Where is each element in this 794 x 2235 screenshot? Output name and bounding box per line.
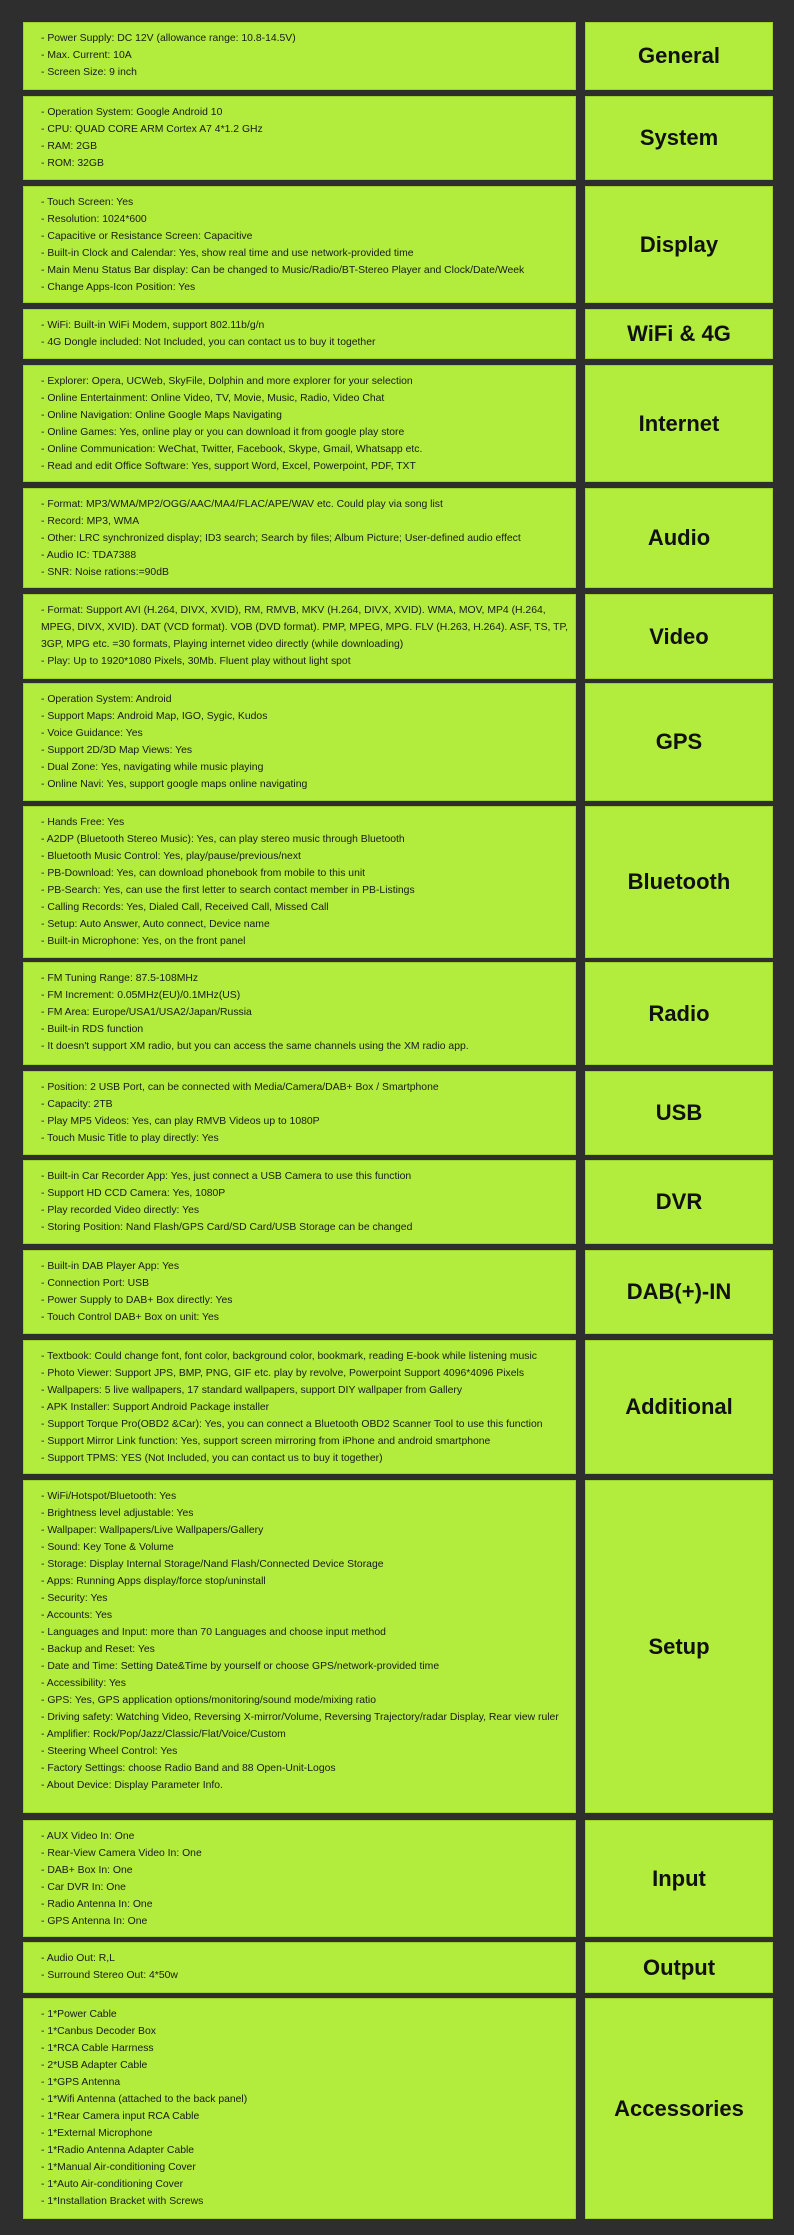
spec-item: - FM Tuning Range: 87.5-108MHz <box>41 973 199 984</box>
section-title: Audio <box>647 525 711 550</box>
spec-details-panel <box>23 806 576 958</box>
spec-item: - Setup: Auto Answer, Auto connect, Device name <box>41 919 270 930</box>
section-title: WiFi & 4G <box>627 321 731 346</box>
spec-item: - Record: MP3, WMA <box>41 516 140 527</box>
section-heading-panel <box>585 594 773 679</box>
spec-details-panel <box>23 488 576 588</box>
spec-item: - WiFi: Built-in WiFi Modem, support 802.11b/g/n <box>41 320 265 331</box>
spec-list <box>41 1950 575 1984</box>
spec-details-panel <box>23 1480 576 1813</box>
section-heading-panel <box>585 1340 773 1474</box>
section-heading-panel <box>585 1071 773 1155</box>
spec-details-panel <box>23 96 576 180</box>
spec-item: - Date and Time: Setting Date&Time by yourself or choose GPS/network-provided time <box>41 1661 440 1672</box>
spec-section-system <box>23 96 773 180</box>
spec-item: - PB-Search: Yes, can use the first letter to search contact member in PB-Listings <box>41 885 415 896</box>
spec-item: - AUX Video In: One <box>41 1831 135 1842</box>
spec-item: - Support Torque Pro(OBD2 &Car): Yes, you can connect a Bluetooth OBD2 Scanner Tool to use this function <box>41 1419 543 1430</box>
section-heading-panel <box>585 1250 773 1334</box>
section-heading-panel <box>585 365 773 482</box>
spec-item: - Main Menu Status Bar display: Can be changed to Music/Radio/BT-Stereo Player and Clock/Date/Week <box>41 265 525 276</box>
spec-list <box>41 814 575 950</box>
section-title: Internet <box>638 410 720 436</box>
spec-details-panel <box>23 22 576 90</box>
section-title: Output <box>642 1954 716 1980</box>
spec-item: - Apps: Running Apps display/force stop/uninstall <box>41 1576 266 1587</box>
spec-item: - Resolution: 1024*600 <box>41 214 147 225</box>
spec-item: - GPS Antenna In: One <box>41 1916 148 1927</box>
spec-item: - Wallpapers: 5 live wallpapers, 17 standard wallpapers, support DIY wallpaper from Gallery <box>41 1385 463 1396</box>
spec-item: - Radio Antenna In: One <box>41 1899 153 1910</box>
spec-section-dvr <box>23 1160 773 1244</box>
section-title: General <box>638 43 720 68</box>
section-title: Radio <box>648 1000 710 1026</box>
spec-item: - Dual Zone: Yes, navigating while music playing <box>41 762 264 773</box>
spec-item: - Screen Size: 9 inch <box>41 67 137 78</box>
spec-item: - Backup and Reset: Yes <box>41 1644 155 1655</box>
spec-item: - Car DVR In: One <box>41 1882 126 1893</box>
spec-list <box>41 970 575 1055</box>
spec-section-dab-in <box>23 1250 773 1334</box>
spec-list <box>41 602 575 670</box>
spec-item: - Position: 2 USB Port, can be connected with Media/Camera/DAB+ Box / Smartphone <box>41 1082 439 1093</box>
spec-item: - Play: Up to 1920*1080 Pixels, 30Mb. Fluent play without light spot <box>41 656 351 667</box>
spec-item: - 1*GPS Antenna <box>41 2077 121 2088</box>
spec-item: - Capacitive or Resistance Screen: Capacitive <box>41 231 253 242</box>
spec-section-output <box>23 1942 773 1993</box>
spec-item: - ROM: 32GB <box>41 158 104 169</box>
section-title: Bluetooth <box>627 869 731 894</box>
spec-list <box>41 373 575 475</box>
spec-item: - Explorer: Opera, UCWeb, SkyFile, Dolphin and more explorer for your selection <box>41 376 413 387</box>
spec-section-input <box>23 1820 773 1937</box>
spec-item: - FM Area: Europe/USA1/USA2/Japan/Russia <box>41 1007 252 1018</box>
spec-item: - Audio IC: TDA7388 <box>41 550 137 561</box>
spec-item: - Security: Yes <box>41 1593 108 1604</box>
spec-details-panel <box>23 1160 576 1244</box>
spec-list <box>41 1488 575 1794</box>
spec-item: - 1*Manual Air-conditioning Cover <box>41 2162 196 2173</box>
spec-item: - Connection Port: USB <box>41 1278 149 1289</box>
spec-item: - 1*Installation Bracket with Screws <box>41 2196 204 2207</box>
spec-item: - 1*External Microphone <box>41 2128 153 2139</box>
spec-details-panel <box>23 1998 576 2219</box>
section-heading-panel <box>585 683 773 801</box>
spec-item: - Textbook: Could change font, font color, background color, bookmark, reading E-book while listening music <box>41 1351 537 1362</box>
spec-list <box>41 1258 575 1326</box>
spec-item: - Driving safety: Watching Video, Reversing X-mirror/Volume, Reversing Trajectory/radar Display, Rear view ruler <box>41 1712 559 1723</box>
section-title: DAB(+)-IN <box>626 1279 732 1304</box>
spec-item: - Audio Out: R,L <box>41 1953 115 1964</box>
spec-item: - Touch Control DAB+ Box on unit: Yes <box>41 1312 219 1323</box>
spec-item: - Built-in Clock and Calendar: Yes, show real time and use network-provided time <box>41 248 414 259</box>
spec-item: - Online Navigation: Online Google Maps Navigating <box>41 410 282 421</box>
spec-details-panel <box>23 1340 576 1474</box>
section-heading-panel <box>585 806 773 958</box>
spec-item: - 1*Rear Camera input RCA Cable <box>41 2111 200 2122</box>
spec-details-panel <box>23 1071 576 1155</box>
spec-section-usb <box>23 1071 773 1155</box>
spec-details-panel <box>23 594 576 679</box>
spec-item: - FM Increment: 0.05MHz(EU)/0.1MHz(US) <box>41 990 241 1001</box>
spec-item: - Play MP5 Videos: Yes, can play RMVB Videos up to 1080P <box>41 1116 320 1127</box>
spec-item: - Rear-View Camera Video In: One <box>41 1848 202 1859</box>
spec-item: - 1*Radio Antenna Adapter Cable <box>41 2145 195 2156</box>
section-title: DVR <box>655 1189 703 1214</box>
spec-item: - Wallpaper: Wallpapers/Live Wallpapers/Gallery <box>41 1525 264 1536</box>
spec-item: - Built-in Car Recorder App: Yes, just connect a USB Camera to use this function <box>41 1171 412 1182</box>
spec-item: - About Device: Display Parameter Info. <box>41 1780 223 1791</box>
spec-item: - Online Navi: Yes, support google maps online navigating <box>41 779 308 790</box>
spec-item: - Factory Settings: choose Radio Band and 88 Open-Unit-Logos <box>41 1763 336 1774</box>
spec-item: - Capacity: 2TB <box>41 1099 113 1110</box>
spec-section-general <box>23 22 773 90</box>
spec-item: - A2DP (Bluetooth Stereo Music): Yes, can play stereo music through Bluetooth <box>41 834 405 845</box>
spec-item: - RAM: 2GB <box>41 141 98 152</box>
spec-item: - 1*Wifi Antenna (attached to the back panel) <box>41 2094 248 2105</box>
spec-item: - Support Mirror Link function: Yes, support screen mirroring from iPhone and android smartphone <box>41 1436 491 1447</box>
section-heading-panel <box>585 1820 773 1937</box>
spec-item: - Amplifier: Rock/Pop/Jazz/Classic/Flat/Voice/Custom <box>41 1729 286 1740</box>
section-title: Setup <box>648 1633 710 1659</box>
section-heading-panel <box>585 1942 773 1993</box>
spec-item: - Play recorded Video directly: Yes <box>41 1205 200 1216</box>
spec-details-panel <box>23 1820 576 1937</box>
spec-item: - Operation System: Google Android 10 <box>41 107 223 118</box>
spec-item: - Sound: Key Tone & Volume <box>41 1542 174 1553</box>
section-heading-panel <box>585 962 773 1065</box>
spec-item: - APK Installer: Support Android Package installer <box>41 1402 270 1413</box>
spec-item: - Built-in Microphone: Yes, on the front panel <box>41 936 246 947</box>
spec-item: - 1*Canbus Decoder Box <box>41 2026 156 2037</box>
spec-list <box>41 496 575 581</box>
spec-item: - Languages and Input: more than 70 Languages and choose input method <box>41 1627 386 1638</box>
spec-item: - CPU: QUAD CORE ARM Cortex A7 4*1.2 GHz <box>41 124 263 135</box>
spec-list <box>41 317 575 351</box>
spec-item: - Change Apps-Icon Position: Yes <box>41 282 196 293</box>
spec-item: - 2*USB Adapter Cable <box>41 2060 148 2071</box>
section-heading-panel <box>585 309 773 359</box>
spec-item: - Calling Records: Yes, Dialed Call, Received Call, Missed Call <box>41 902 329 913</box>
section-heading-panel <box>585 96 773 180</box>
spec-item: - GPS: Yes, GPS application options/monitoring/sound mode/mixing ratio <box>41 1695 376 1706</box>
spec-list <box>41 30 575 81</box>
spec-item: - Brightness level adjustable: Yes <box>41 1508 194 1519</box>
section-title: Additional <box>625 1394 733 1419</box>
spec-item: - Steering Wheel Control: Yes <box>41 1746 178 1757</box>
spec-item: - Storing Position: Nand Flash/GPS Card/SD Card/USB Storage can be changed <box>41 1222 413 1233</box>
spec-section-video <box>23 594 773 679</box>
spec-details-panel <box>23 1250 576 1334</box>
spec-item: - Power Supply to DAB+ Box directly: Yes <box>41 1295 233 1306</box>
spec-item: - Online Entertainment: Online Video, TV, Movie, Music, Radio, Video Chat <box>41 393 385 404</box>
section-title: Input <box>652 1865 706 1891</box>
section-title: System <box>639 125 719 150</box>
spec-section-additional <box>23 1340 773 1474</box>
spec-item: - Storage: Display Internal Storage/Nand Flash/Connected Device Storage <box>41 1559 384 1570</box>
spec-item: - PB-Download: Yes, can download phonebook from mobile to this unit <box>41 868 366 879</box>
spec-item: - Online Games: Yes, online play or you can download it from google play store <box>41 427 405 438</box>
section-heading-panel <box>585 22 773 90</box>
spec-list <box>41 1079 575 1147</box>
section-title: Video <box>649 623 709 649</box>
spec-item: - Built-in DAB Player App: Yes <box>41 1261 180 1272</box>
spec-section-bluetooth <box>23 806 773 958</box>
spec-section-display <box>23 186 773 303</box>
spec-list <box>41 194 575 296</box>
spec-section-internet <box>23 365 773 482</box>
spec-section-accessories <box>23 1998 773 2219</box>
spec-item: - SNR: Noise rations:=90dB <box>41 567 169 578</box>
spec-details-panel <box>23 186 576 303</box>
spec-section-radio <box>23 962 773 1065</box>
spec-item: - WiFi/Hotspot/Bluetooth: Yes <box>41 1491 177 1502</box>
spec-item: - Other: LRC synchronized display; ID3 search; Search by files; Album Picture; User-defined audio effect <box>41 533 521 544</box>
spec-item: - Support TPMS: YES (Not Included, you can contact us to buy it together) <box>41 1453 383 1464</box>
spec-section-wifi-4g <box>23 309 773 359</box>
spec-item: - Voice Guidance: Yes <box>41 728 143 739</box>
spec-item: - Support 2D/3D Map Views: Yes <box>41 745 193 756</box>
spec-item: - Hands Free: Yes <box>41 817 125 828</box>
spec-details-panel <box>23 309 576 359</box>
spec-item: - Touch Music Title to play directly: Yes <box>41 1133 219 1144</box>
spec-item: - Support HD CCD Camera: Yes, 1080P <box>41 1188 226 1199</box>
spec-item: - Bluetooth Music Control: Yes, play/pause/previous/next <box>41 851 301 862</box>
spec-list <box>41 1168 575 1236</box>
spec-list <box>41 691 575 793</box>
spec-item: - Support Maps: Android Map, IGO, Sygic, Kudos <box>41 711 268 722</box>
spec-section-gps <box>23 683 773 801</box>
spec-section-audio <box>23 488 773 588</box>
spec-item: - Accounts: Yes <box>41 1610 113 1621</box>
spec-item: - Surround Stereo Out: 4*50w <box>41 1970 178 1981</box>
spec-details-panel <box>23 365 576 482</box>
spec-item: - Photo Viewer: Support JPS, BMP, PNG, GIF etc. play by revolve, Powerpoint Support 4096*4096 Pixels <box>41 1368 525 1379</box>
spec-item: - Format: Support AVI (H.264, DIVX, XVID), RM, RMVB, MKV (H.264, DIVX, XVID). WMA, MOV, MP4 (H.264, MPEG, DIVX, XVID). DAT (VCD format). VOB (DVD format). PMP, MPEG, MPG. FLV (H.263, H.264). ASF, TS, TP, 3GP, MPG etc. =30 formats, Playing internet video directly (while downloading) <box>41 605 568 650</box>
spec-item: - Max. Current: 10A <box>41 50 132 61</box>
spec-item: - Touch Screen: Yes <box>41 197 134 208</box>
spec-item: - Online Communication: WeChat, Twitter, Facebook, Skype, Gmail, Whatsapp etc. <box>41 444 423 455</box>
spec-details-panel <box>23 962 576 1065</box>
spec-item: - Format: MP3/WMA/MP2/OGG/AAC/MA4/FLAC/APE/WAV etc. Could play via song list <box>41 499 443 510</box>
spec-list <box>41 104 575 172</box>
spec-list <box>41 1828 575 1930</box>
spec-item: - Built-in RDS function <box>41 1024 144 1035</box>
section-title: GPS <box>655 729 703 754</box>
spec-item: - 1*RCA Cable Harrness <box>41 2043 154 2054</box>
section-heading-panel <box>585 1480 773 1813</box>
section-heading-panel <box>585 488 773 588</box>
spec-item: - Read and edit Office Software: Yes, support Word, Excel, Powerpoint, PDF, TXT <box>41 461 416 472</box>
spec-list <box>41 2006 575 2210</box>
section-heading-panel <box>585 1160 773 1244</box>
section-heading-panel <box>585 186 773 303</box>
section-title: USB <box>655 1100 703 1125</box>
section-title: Display <box>639 231 719 257</box>
spec-item: - 1*Auto Air-conditioning Cover <box>41 2179 184 2190</box>
spec-item: - 1*Power Cable <box>41 2009 117 2020</box>
spec-details-panel <box>23 683 576 801</box>
spec-item: - It doesn't support XM radio, but you can access the same channels using the XM radio app. <box>41 1041 469 1052</box>
spec-item: - Operation System: Android <box>41 694 172 705</box>
section-heading-panel <box>585 1998 773 2219</box>
spec-item: - Power Supply: DC 12V (allowance range: 10.8-14.5V) <box>41 33 296 44</box>
spec-item: - DAB+ Box In: One <box>41 1865 133 1876</box>
section-title: Accessories <box>614 2095 744 2121</box>
spec-details-panel <box>23 1942 576 1993</box>
spec-item: - 4G Dongle included: Not Included, you can contact us to buy it together <box>41 337 376 348</box>
spec-list <box>41 1348 575 1467</box>
spec-item: - Accessibility: Yes <box>41 1678 126 1689</box>
spec-section-setup <box>23 1480 773 1813</box>
